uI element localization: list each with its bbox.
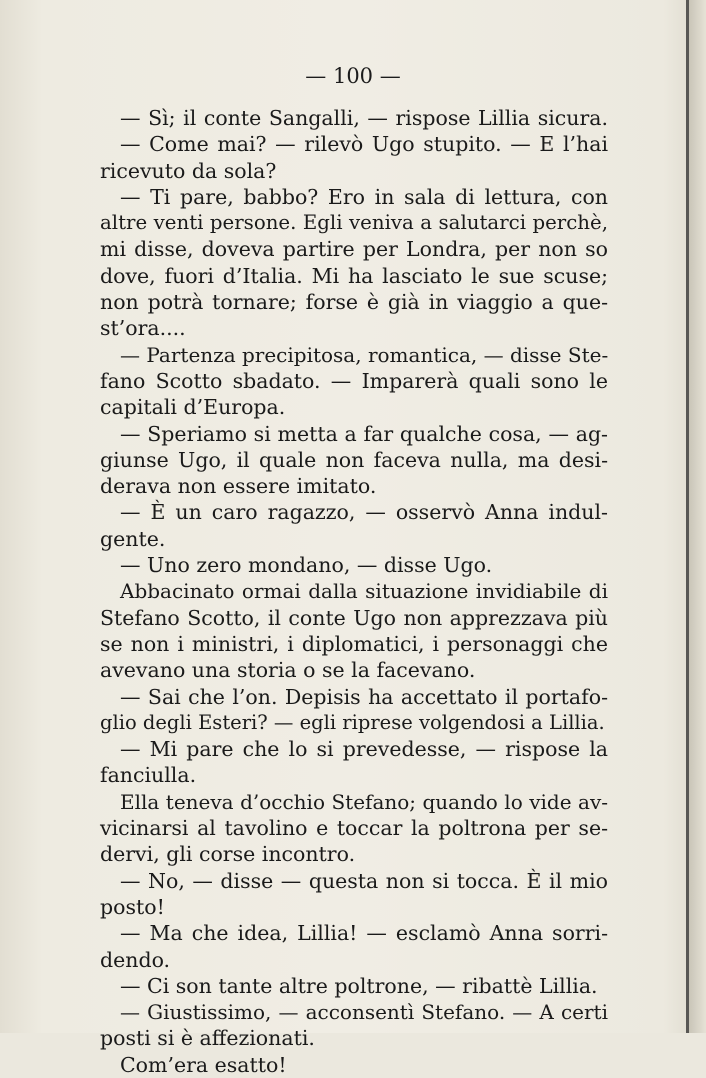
page-gutter-shadow (689, 0, 706, 1033)
text-line: — Come mai? — rilevò Ugo stupito. — E l’hai (120, 132, 608, 157)
text-line: glio degli Esteri? — egli riprese volgendosi a Lillia. (100, 710, 605, 734)
text-line: ricevuto da sola? (100, 158, 277, 183)
text-line: se non i ministri, i diplomatici, i personaggi che (100, 631, 608, 656)
text-line: — Mi pare che lo si prevedesse, — rispose la (120, 737, 608, 762)
text-line: Stefano Scotto, il conte Ugo non apprezzava più (100, 605, 608, 630)
text-line: dove, fuori d’Italia. Mi ha lasciato le sue scuse; (100, 263, 608, 288)
text-line: fano Scotto sbadato. — Imparerà quali sono le (100, 368, 608, 393)
text-line: dervi, gli corse incontro. (100, 842, 356, 867)
text-line: giunse Ugo, il quale non faceva nulla, ma desi- (100, 447, 608, 472)
text-line: — Giustissimo, — acconsentì Stefano. — A certi (120, 1000, 608, 1025)
body-text (100, 105, 608, 1078)
text-line: fanciulla. (100, 763, 197, 788)
text-line: — Partenza precipitosa, romantica, — disse Ste- (120, 342, 609, 367)
text-line: posto! (100, 894, 165, 919)
text-line: — Ti pare, babbo? Ero in sala di lettura, con (120, 184, 608, 209)
text-line: gente. (100, 526, 166, 551)
text-line: — Ci son tante altre poltrone, — ribattè Lillia. (120, 973, 598, 998)
text-line: capitali d’Europa. (100, 395, 286, 420)
text-line: — Speriamo si metta a far qualche cosa, — ag- (120, 421, 608, 446)
text-line: — Sì; il conte Sangalli, — rispose Lillia sicura. (120, 106, 608, 130)
text-line: avevano una storia o se la facevano. (100, 658, 476, 683)
text-line: vicinarsi al tavolino e toccar la poltrona per se- (100, 816, 608, 841)
text-line: mi disse, doveva partire per Londra, per non so (100, 237, 608, 262)
text-line: — No, — disse — questa non si tocca. È il mio (120, 868, 608, 893)
text-line: non potrà tornare; forse è già in viaggio a que- (100, 290, 608, 315)
text-line: — Sai che l’on. Depisis ha accettato il portafo- (120, 684, 608, 709)
page-number: — 100 — (305, 64, 401, 88)
text-line: altre venti persone. Egli veniva a salutarci perchè, (100, 211, 608, 235)
text-line: posti si è affezionati. (100, 1026, 315, 1051)
text-line: — Uno zero mondano, — disse Ugo. (120, 553, 493, 578)
text-line: Abbacinato ormai dalla situazione invidiabile di (120, 579, 608, 604)
text-line: dendo. (100, 947, 171, 972)
text-line: Com’era esatto! (120, 1052, 287, 1077)
text-line: — È un caro ragazzo, — osservò Anna indul- (120, 500, 608, 525)
text-line: derava non essere imitato. (100, 474, 377, 499)
text-line: st’ora.... (100, 316, 186, 341)
text-line: Ella teneva d’occhio Stefano; quando lo vide av- (120, 789, 608, 814)
text-line: — Ma che idea, Lillia! — esclamò Anna sorri- (120, 921, 608, 946)
